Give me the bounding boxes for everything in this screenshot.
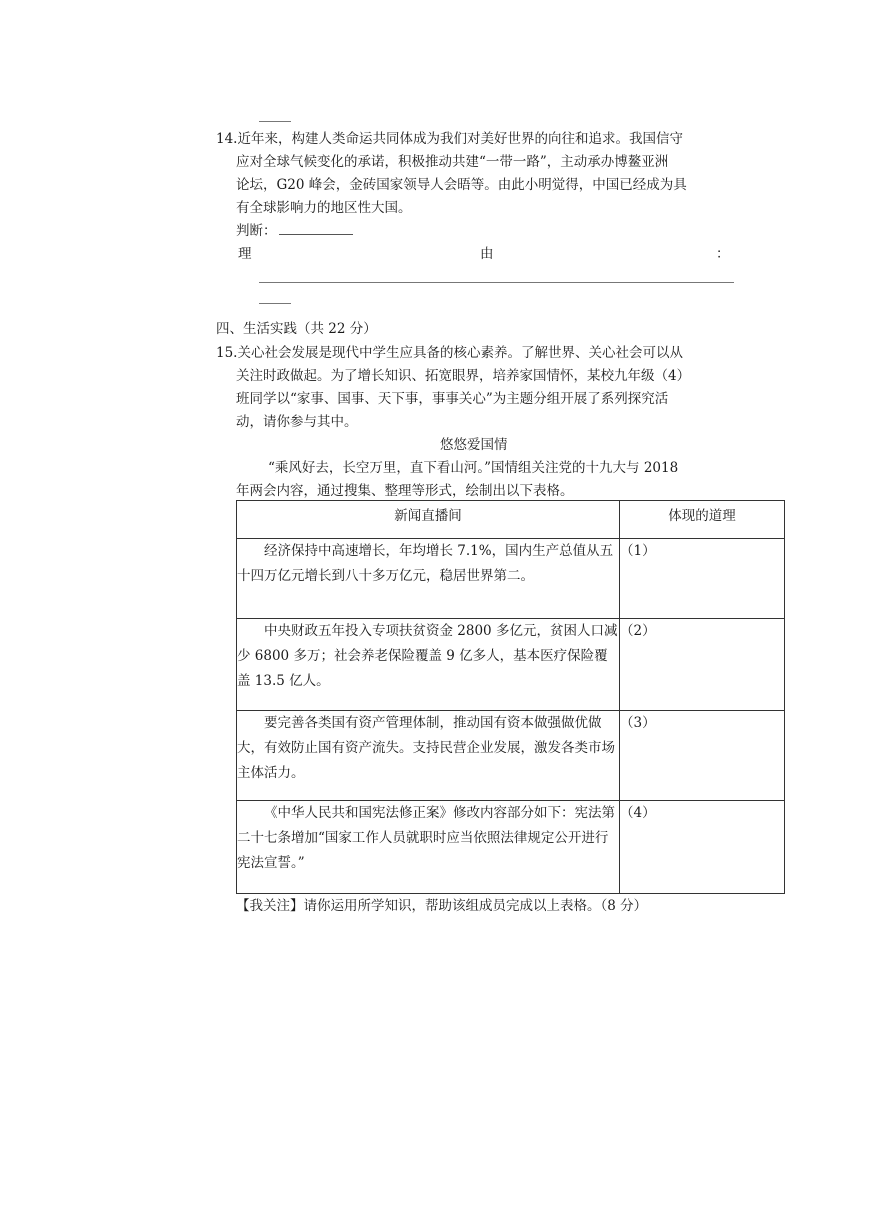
answer-cell[interactable]: （2）	[620, 619, 785, 711]
q15-intro: 年两会内容，通过搜集、整理等形式，绘制出以下表格。	[236, 483, 574, 499]
reason-char-3: ：	[716, 246, 730, 262]
news-table	[236, 500, 785, 894]
answer-cell[interactable]: （4）	[620, 801, 785, 894]
answer-line-tail	[259, 121, 291, 122]
table-header-news: 新闻直播间	[237, 501, 620, 539]
news-text: 中央财政五年投入专项扶贫资金 2800 多亿元，贫困人口减少 6800 多万；社会养老保险覆盖 9 亿多人，基本医疗保险覆盖 13.5 亿人。	[237, 623, 618, 689]
judgment-label: 判断：	[236, 223, 277, 239]
q15-line: 班同学以“家事、国事、天下事，事事关心”为主题分组开展了系列探究活	[236, 391, 669, 407]
news-text: 要完善各类国有资产管理体制，推动国有资本做强做优做大，有效防止国有资产流失。支持民营企业发展，激发各类市场主体活力。	[237, 715, 615, 781]
reason-char-2: 由	[480, 246, 494, 262]
table-header-reason: 体现的道理	[620, 501, 785, 539]
judgment-row	[236, 220, 353, 242]
table-row	[237, 619, 785, 711]
news-text: 经济保持中高速增长，年均增长 7.1%，国内生产总值从五十四万亿元增长到八十多万亿元，稳居世界第二。	[237, 543, 614, 584]
q15-task: 【我关注】请你运用所学知识，帮助该组成员完成以上表格。（8 分）	[236, 898, 648, 914]
judgment-blank[interactable]	[279, 222, 353, 235]
q15-line: 关注时政做起。为了增长知识、拓宽眼界，培养家国情怀，某校九年级（4）	[236, 368, 691, 384]
q14-line: 有全球影响力的地区性大国。	[236, 200, 412, 216]
answer-cell[interactable]: （1）	[620, 539, 785, 619]
reason-char-1: 理	[238, 246, 252, 262]
q14-line: 应对全球气候变化的承诺，积极推动共建“一带一路”，主动承办博鳌亚洲	[236, 154, 669, 170]
q14-line: 14.近年来，构建人类命运共同体成为我们对美好世界的向往和追求。我国信守	[216, 131, 683, 147]
reason-answer-line[interactable]	[259, 282, 734, 283]
table-row	[237, 539, 785, 619]
section-heading: 四、生活实践（共 22 分）	[216, 321, 377, 337]
table-row	[237, 711, 785, 801]
q14-line: 论坛，G20 峰会，金砖国家领导人会晤等。由此小明觉得，中国已经成为具	[236, 177, 687, 193]
q15-line: 15.关心社会发展是现代中学生应具备的核心素养。了解世界、关心社会可以从	[216, 345, 683, 361]
reason-answer-line-tail[interactable]	[259, 303, 291, 304]
answer-cell[interactable]: （3）	[620, 711, 785, 801]
table-row	[237, 801, 785, 894]
table-header-row	[237, 501, 785, 539]
news-text: 《中华人民共和国宪法修正案》修改内容部分如下：宪法第二十七条增加“国家工作人员就职时应当依照法律规定公开进行宪法宣誓。”	[237, 805, 615, 871]
q15-line: 动，请你参与其中。	[236, 414, 358, 430]
q15-intro: “乘风好去，长空万里，直下看山河。”国情组关注党的十九大与 2018	[268, 460, 679, 476]
q15-subtitle: 悠悠爱国情	[440, 437, 508, 453]
